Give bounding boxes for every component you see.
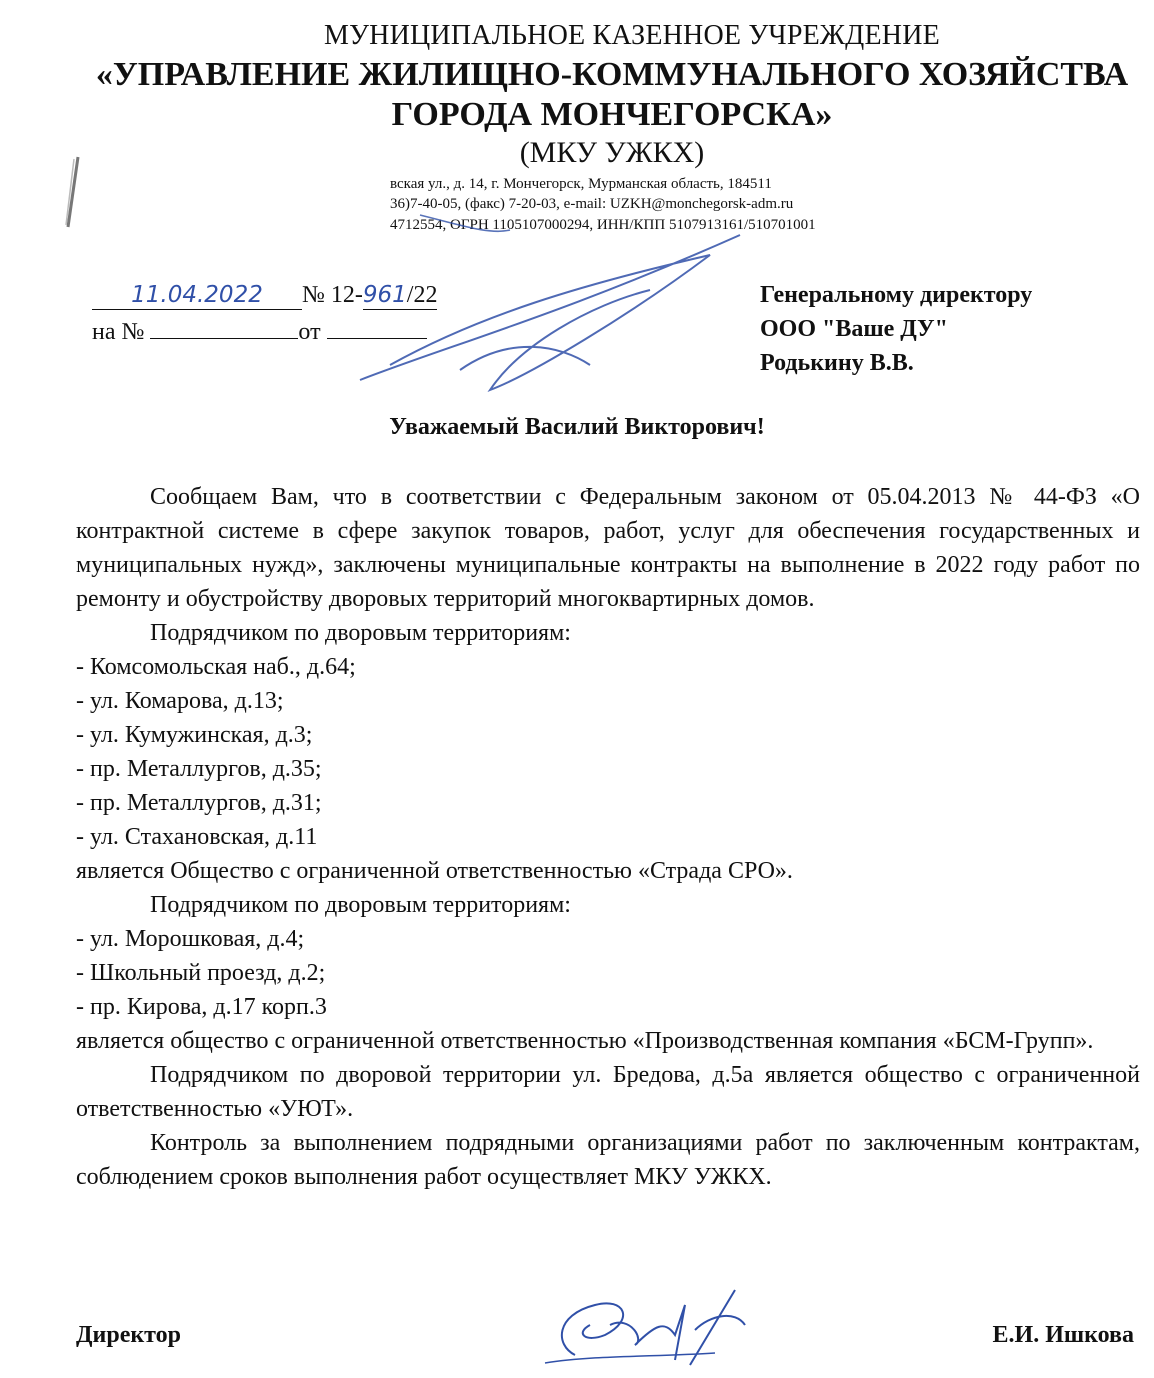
org-name-line1: «УПРАВЛЕНИЕ ЖИЛИЩНО-КОММУНАЛЬНОГО ХОЗЯЙСТВА [95, 56, 1129, 93]
reference-label: на № [92, 319, 145, 345]
control-paragraph: Контроль за выполнением подрядными организациями работ по заключенным контрактам, соблюдением сроков выполнения работ осуществляет МКУ УЖКХ. [76, 1130, 1140, 1190]
list-item: - Школьный проезд, д.2; [76, 960, 326, 986]
org-phones: 36)7-40-05, (факс) 7-20-03, e-mail: UZKH@monchegorsk-adm.ru [390, 196, 794, 212]
contractor2-name: является общество с ограниченной ответственностью «Производственная компания «БСМ-Групп». [76, 1028, 1094, 1054]
reference-number-blank [150, 318, 298, 339]
list-item: - Комсомольская наб., д.64; [76, 654, 356, 680]
org-abbreviation: (МКУ УЖКХ) [519, 136, 705, 169]
org-registration: 4712554, ОГРН 1105107000294, ИНН/КПП 5107913161/510701001 [390, 217, 816, 233]
recipient-company: ООО "Ваше ДУ" [760, 316, 948, 342]
contractor2-intro: Подрядчиком по дворовым территориям: [150, 892, 571, 918]
outgoing-number: 961 [362, 282, 407, 308]
outgoing-date: 11.04.2022 [131, 282, 263, 308]
list-item: - пр. Металлургов, д.31; [76, 790, 322, 816]
recipient-name: Родькину В.В. [760, 350, 914, 376]
org-name-line2: ГОРОДА МОНЧЕГОРСКА» [391, 96, 833, 133]
org-type: МУНИЦИПАЛЬНОЕ КАЗЕННОЕ УЧРЕЖДЕНИЕ [324, 20, 940, 51]
org-address: вская ул., д. 14, г. Мончегорск, Мурманская область, 184511 [390, 176, 772, 192]
list-item: - ул. Кумужинская, д.3; [76, 722, 313, 748]
reference-from-label: от [298, 319, 321, 345]
outgoing-number-label: № 12- [302, 282, 363, 308]
outgoing-date-field [92, 282, 302, 310]
list-item: - ул. Стахановская, д.11 [76, 824, 318, 850]
list-item: - ул. Морошковая, д.4; [76, 926, 305, 952]
director-signature [535, 1285, 755, 1375]
contractor3-paragraph: Подрядчиком по дворовой территории ул. Бредова, д.5а является общество с ограниченной ответственностью «УЮТ». [76, 1062, 1140, 1122]
intro-paragraph: Сообщаем Вам, что в соответствии с Федеральным законом от 05.04.2013 № 44-ФЗ «О контрактной системе в сфере закупок товаров, работ, услуг для обеспечения государственных и муниципальных нужд», заключены муниципальные контракты на выполнение в 2022 году работ по ремонту и обустройству дворовых территорий многоквартирных домов. [76, 484, 1140, 612]
recipient-position: Генеральному директору [760, 282, 1033, 308]
contractor1-name: является Общество с ограниченной ответственностью «Страда СРО». [76, 858, 793, 884]
list-item: - пр. Кирова, д.17 корп.3 [76, 994, 327, 1020]
list-item: - ул. Комарова, д.13; [76, 688, 284, 714]
signatory-title: Директор [76, 1322, 181, 1348]
list-item: - пр. Металлургов, д.35; [76, 756, 322, 782]
contractor1-intro: Подрядчиком по дворовым территориям: [150, 620, 571, 646]
paperclip-mark-icon [60, 155, 90, 235]
greeting: Уважаемый Василий Викторович! [389, 414, 765, 440]
letter-body [76, 480, 1140, 1194]
handwritten-scribble [330, 195, 750, 405]
signatory-name: Е.И. Ишкова [992, 1322, 1134, 1348]
outgoing-number-suffix: /22 [406, 282, 438, 308]
